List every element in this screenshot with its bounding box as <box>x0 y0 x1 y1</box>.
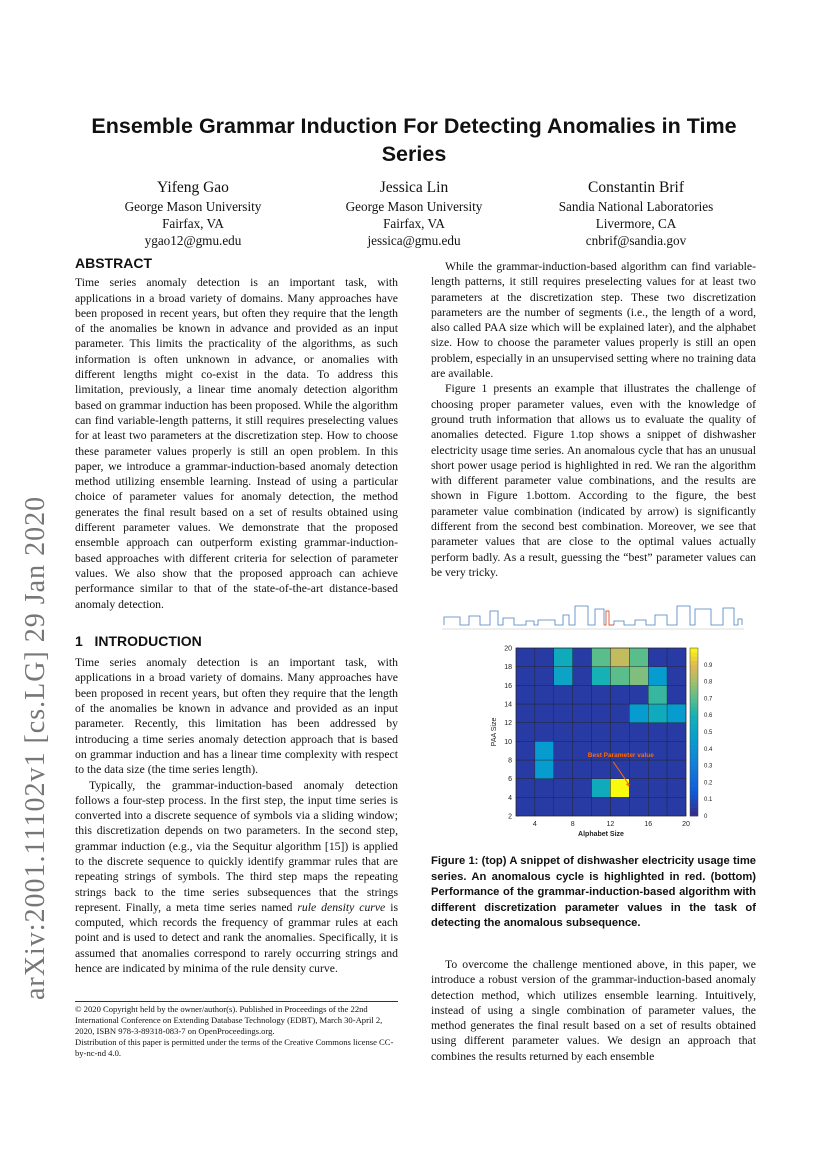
colorbar-tick-label: 0 <box>704 814 708 820</box>
heatmap-cell <box>592 779 611 798</box>
y-tick-label: 20 <box>504 645 512 653</box>
timeseries-snippet <box>440 603 746 635</box>
abstract-heading: ABSTRACT <box>75 255 152 271</box>
heatmap-cell <box>592 685 611 704</box>
x-axis-label: Alphabet Size <box>578 831 624 838</box>
heatmap-cell <box>629 685 648 704</box>
colorbar-segment <box>690 749 698 754</box>
heatmap-cell <box>629 760 648 779</box>
heatmap-cell <box>516 667 535 686</box>
colorbar-tick-label: 0.9 <box>704 662 713 669</box>
y-tick-label: 18 <box>504 664 512 672</box>
x-tick-label: 12 <box>606 821 615 828</box>
colorbar-segment <box>690 669 698 674</box>
colorbar-segment <box>690 698 698 703</box>
author-location: Livermore, CA <box>595 216 677 231</box>
heatmap-cell <box>667 667 686 686</box>
colorbar-segment <box>690 803 698 808</box>
heatmap-cell <box>573 723 592 742</box>
colorbar-segment <box>690 694 698 699</box>
heatmap-cell <box>610 648 629 667</box>
colorbar-segment <box>690 736 698 741</box>
intro-emphasis: rule density curve <box>297 900 386 914</box>
heatmap-cell <box>648 723 667 742</box>
y-tick-label: 14 <box>504 701 512 709</box>
author-block-2 <box>299 178 529 249</box>
colorbar-tick-label: 0.2 <box>704 780 713 787</box>
heatmap-cell <box>667 779 686 798</box>
colorbar-segment <box>690 770 698 775</box>
colorbar-tick-label: 0.5 <box>704 730 713 736</box>
author-block-3 <box>521 178 751 249</box>
right-paragraph-2: Figure 1 presents an example that illustrates the challenge of choosing proper parameter values, even with the knowledge of ground truth information that allows us to evaluate the quality of anomalies detected. Figure 1.top shows a snippet of dishwasher electricity usage time series. An anomalous cycle that has an unusual short power usage period is highlighted in red. We ran the algorithm with different parameter value combinations, and the results are shown in Figure 1.bottom. According to the figure, the best parameter value combination (indicated by arrow) is significantly different from the second best combination. Moreover, we see that parameter values that are close to the optimal values actually perform badly. As a result, guessing the “best” parameter values can be very tricky. <box>431 382 756 579</box>
heatmap-cell <box>610 704 629 723</box>
heatmap-cell <box>516 741 535 760</box>
colorbar-segment <box>690 686 698 691</box>
heatmap-cell <box>554 667 573 686</box>
heatmap-cell <box>573 797 592 816</box>
colorbar-segment <box>690 682 698 687</box>
colorbar-segment <box>690 656 698 661</box>
y-tick-label: 10 <box>504 738 512 746</box>
heatmap-cell <box>573 685 592 704</box>
heatmap-chart <box>486 640 726 840</box>
heatmap-cell <box>535 779 554 798</box>
right-paragraph-3: To overcome the challenge mentioned above, in this paper, we introduce a robust version of the grammar-induction-based anomaly detection method, which utilizes ensemble learning. Intuitively, instead of using a single combination of parameter values, the method generates the final result based on a set of results obtained using different parameter values. We design an approach that combines the results returned by each ensemble <box>431 958 756 1063</box>
colorbar-segment <box>690 812 698 817</box>
heatmap-cell <box>554 797 573 816</box>
license-note: Distribution of this paper is permitted under the terms of the Creative Commons license CC-by-nc-nd 4.0. <box>75 1037 394 1058</box>
heatmap-cell <box>516 648 535 667</box>
colorbar-segment <box>690 808 698 813</box>
heatmap-cell <box>516 723 535 742</box>
author-email: ygao12@gmu.edu <box>144 233 242 248</box>
heatmap-cell <box>554 760 573 779</box>
colorbar-segment <box>690 757 698 762</box>
colorbar-segment <box>690 719 698 724</box>
copyright-note: © 2020 Copyright held by the owner/author(s). Published in Proceedings of the 22nd International Conference on Extending Database Technology (EDBT), March 30-April 2, 2020, ISBN 978-3-89318-083-7 on OpenProceedings.org. <box>75 1004 383 1036</box>
heatmap-cell <box>554 685 573 704</box>
heatmap-cell <box>667 741 686 760</box>
colorbar-tick-label: 0.6 <box>704 713 713 720</box>
colorbar-segment <box>690 787 698 792</box>
intro-text: Typically, the grammar-induction-based anomaly detection follows a four-step process. In the first step, the input time series is converted into a discrete sequence of symbols via a sliding window; this discretization depends on two parameters. In the second step, grammar induction (e.g., via the Sequitur algorithm [15]) is applied to the discrete sequence to quickly identify grammar rules that are repeating strings of symbols. The third step maps the repeating strings back to the time series subsequences that the strings represent. Finally, a meta time series named <box>75 778 398 914</box>
footnote-divider <box>75 1001 398 1002</box>
colorbar-segment <box>690 715 698 720</box>
colorbar-segment <box>690 673 698 678</box>
heatmap-cell <box>516 685 535 704</box>
heatmap-cell <box>592 797 611 816</box>
x-tick-label: 20 <box>682 821 690 828</box>
heatmap-cell <box>667 685 686 704</box>
author-name: Yifeng Gao <box>157 179 229 196</box>
abstract-text: Time series anomaly detection is an important task, with applications in a broad variety of domains. Many approaches have been proposed in recent years, but often they require that the length of the anomalies be known in advance and provided as an input parameter. This limits the practicality of the algorithms, as such information is often unknown in advance, or anomalies with different lengths might co-exist in the data. To address this limitation, previously, a linear time anomaly detection algorithm based on grammar induction has been proposed. While the algorithm can find variable-length patterns, it still requires preselecting values for at least two parameters at the discretization step. How to choose these parameter values properly is still an open problem. In this paper, we introduce a grammar-induction-based anomaly detection method utilizing ensemble learning. Instead of using a particular choice of parameter values for anomaly detection, the method generates the final result based on a set of results obtained using different parameter values. We demonstrate that the proposed ensemble approach can outperform existing grammar-induction-based approaches with different criteria for selection of parameter values. We also show that the proposed approach can achieve performance similar to that of the state-of-the-art distance-based anomaly detection. <box>75 276 398 611</box>
colorbar-segment <box>690 677 698 682</box>
heatmap-cell <box>667 704 686 723</box>
heatmap-cell <box>554 723 573 742</box>
section-number: 1 <box>75 632 83 649</box>
intro-text: is computed, which records the frequency of grammar rules at each point and is used to detect and rank the anomalies. Specifically, it is assumed that anomalies correspond to rarely occurring strings and hence are indicated by minima of the rule density curve. <box>75 900 398 976</box>
heatmap-cell <box>592 723 611 742</box>
colorbar-segment <box>690 778 698 783</box>
colorbar-segment <box>690 753 698 758</box>
y-axis-label: PAA Size <box>491 717 498 747</box>
heatmap-cell <box>573 760 592 779</box>
colorbar-segment <box>690 648 698 653</box>
y-tick-label: 2 <box>508 813 512 821</box>
colorbar-segment <box>690 665 698 670</box>
introduction-heading <box>75 634 398 649</box>
colorbar-segment <box>690 711 698 716</box>
colorbar-segment <box>690 782 698 787</box>
footnote <box>75 1004 398 1059</box>
author-location: Fairfax, VA <box>383 216 445 231</box>
heatmap-cell <box>535 667 554 686</box>
colorbar-segment <box>690 761 698 766</box>
heatmap-cell <box>573 667 592 686</box>
colorbar-segment <box>690 766 698 771</box>
heatmap-cell <box>629 779 648 798</box>
paper-title: Ensemble Grammar Induction For Detecting Anomalies in Time Series <box>91 114 737 166</box>
colorbar-segment <box>690 745 698 750</box>
left-column <box>75 256 398 976</box>
heatmap-cell <box>535 741 554 760</box>
heatmap-cell <box>535 797 554 816</box>
heatmap-cell <box>535 704 554 723</box>
heatmap-cell <box>667 760 686 779</box>
heatmap-cell <box>516 760 535 779</box>
colorbar-segment <box>690 791 698 796</box>
right-paragraph-1: While the grammar-induction-based algorithm can find variable-length patterns, it still requires preselecting values for at least two parameters at the discretization step. These two discretization parameters are the number of segments (i.e., the length of a word, also called PAA size which will be explained later), and the alphabet size. How to choose the parameter values properly is still an open problem, especially in an unsupervised setting where no training data are available. <box>431 260 756 381</box>
timeseries-background <box>440 603 746 635</box>
heatmap-cell <box>667 648 686 667</box>
colorbar-tick-label: 0.4 <box>704 746 713 753</box>
heatmap-cell <box>667 723 686 742</box>
heatmap-cell <box>554 648 573 667</box>
y-tick-label: 12 <box>504 720 512 728</box>
colorbar-tick-label: 0.3 <box>704 763 713 770</box>
arxiv-identifier: arXiv:2001.11102v1 [cs.LG] 29 Jan 2020 <box>20 495 51 1000</box>
author-affiliation: Sandia National Laboratories <box>558 199 714 214</box>
y-tick-label: 4 <box>508 794 512 802</box>
heatmap-cell <box>592 704 611 723</box>
heatmap-cell <box>535 648 554 667</box>
heatmap-cell <box>648 685 667 704</box>
intro-paragraph-1: Time series anomaly detection is an important task, with applications in a broad variety of domains. Many approaches have been proposed in recent years, but often they require that the length of the anomalies be known in advance and provided as an input parameter. Recently, this limitation has been addressed by introducing a time series anomaly detection approach that is based on grammar induction and has a linear time complexity with respect to the data size (the time series length). <box>75 656 398 777</box>
intro-paragraph-2 <box>75 778 398 977</box>
right-column-bottom <box>431 957 756 1064</box>
heatmap-colorbar <box>690 648 713 820</box>
heatmap-cell <box>573 704 592 723</box>
y-tick-label: 6 <box>508 776 512 784</box>
heatmap-cell <box>648 760 667 779</box>
heatmap-cell <box>610 760 629 779</box>
heatmap-cell <box>573 648 592 667</box>
heatmap-cell <box>648 667 667 686</box>
heatmap-cell <box>554 779 573 798</box>
heatmap-cell <box>535 760 554 779</box>
heatmap-cell <box>573 779 592 798</box>
colorbar-segment <box>690 703 698 708</box>
section-title: INTRODUCTION <box>94 632 202 649</box>
heatmap-cell <box>516 779 535 798</box>
heatmap-cell <box>629 667 648 686</box>
heatmap-cell <box>629 797 648 816</box>
x-tick-label: 8 <box>570 821 575 828</box>
colorbar-segment <box>690 728 698 733</box>
heatmap-cell <box>629 704 648 723</box>
colorbar-segment <box>690 732 698 737</box>
colorbar-segment <box>690 740 698 745</box>
right-column-top <box>431 259 756 580</box>
heatmap-cell <box>516 797 535 816</box>
colorbar-segment <box>690 795 698 800</box>
author-name: Jessica Lin <box>379 179 449 196</box>
y-tick-label: 16 <box>504 682 512 690</box>
heatmap-cell <box>648 704 667 723</box>
colorbar-segment <box>690 661 698 666</box>
author-affiliation: George Mason University <box>124 199 262 214</box>
annotation-text: Best Parameter value <box>587 752 654 760</box>
heatmap-cell <box>535 723 554 742</box>
x-tick-label: 4 <box>532 821 537 828</box>
author-name: Constantin Brif <box>587 179 684 196</box>
colorbar-segment <box>690 724 698 729</box>
heatmap-cell <box>629 648 648 667</box>
author-email: cnbrif@sandia.gov <box>585 233 687 248</box>
colorbar-segment <box>690 652 698 657</box>
heatmap-cell <box>610 723 629 742</box>
x-tick-label: 16 <box>644 821 653 828</box>
heatmap-cell <box>592 667 611 686</box>
heatmap-cell <box>516 704 535 723</box>
colorbar-tick-label: 0.7 <box>704 696 713 703</box>
heatmap-cell <box>610 797 629 816</box>
heatmap-cell <box>648 779 667 798</box>
author-block-1 <box>78 178 308 249</box>
colorbar-tick-label: 0.8 <box>704 679 713 686</box>
heatmap-cell <box>629 723 648 742</box>
heatmap-cell <box>554 704 573 723</box>
colorbar-segment <box>690 707 698 712</box>
figure-caption: Figure 1: (top) A snippet of dishwasher electricity usage time series. An anomalous cycle is highlighted in red. (bottom) Performance of the grammar-induction-based algorithm with different discretization parameter values in the task of detecting the anomalous subsequence. <box>431 855 756 929</box>
author-affiliation: George Mason University <box>345 199 483 214</box>
heatmap-cell <box>592 760 611 779</box>
heatmap-cell <box>648 648 667 667</box>
y-tick-label: 8 <box>508 757 512 765</box>
heatmap-cell <box>648 797 667 816</box>
author-email: jessica@gmu.edu <box>367 233 461 248</box>
colorbar-segment <box>690 799 698 804</box>
heatmap-cell <box>667 797 686 816</box>
heatmap-cell <box>610 685 629 704</box>
author-location: Fairfax, VA <box>162 216 224 231</box>
heatmap-cells <box>516 648 686 816</box>
colorbar-segment <box>690 774 698 779</box>
heatmap-cell <box>535 685 554 704</box>
heatmap-cell <box>610 667 629 686</box>
heatmap-cell <box>592 648 611 667</box>
colorbar-tick-label: 0.1 <box>704 797 713 804</box>
colorbar-segment <box>690 690 698 695</box>
heatmap-cell <box>554 741 573 760</box>
